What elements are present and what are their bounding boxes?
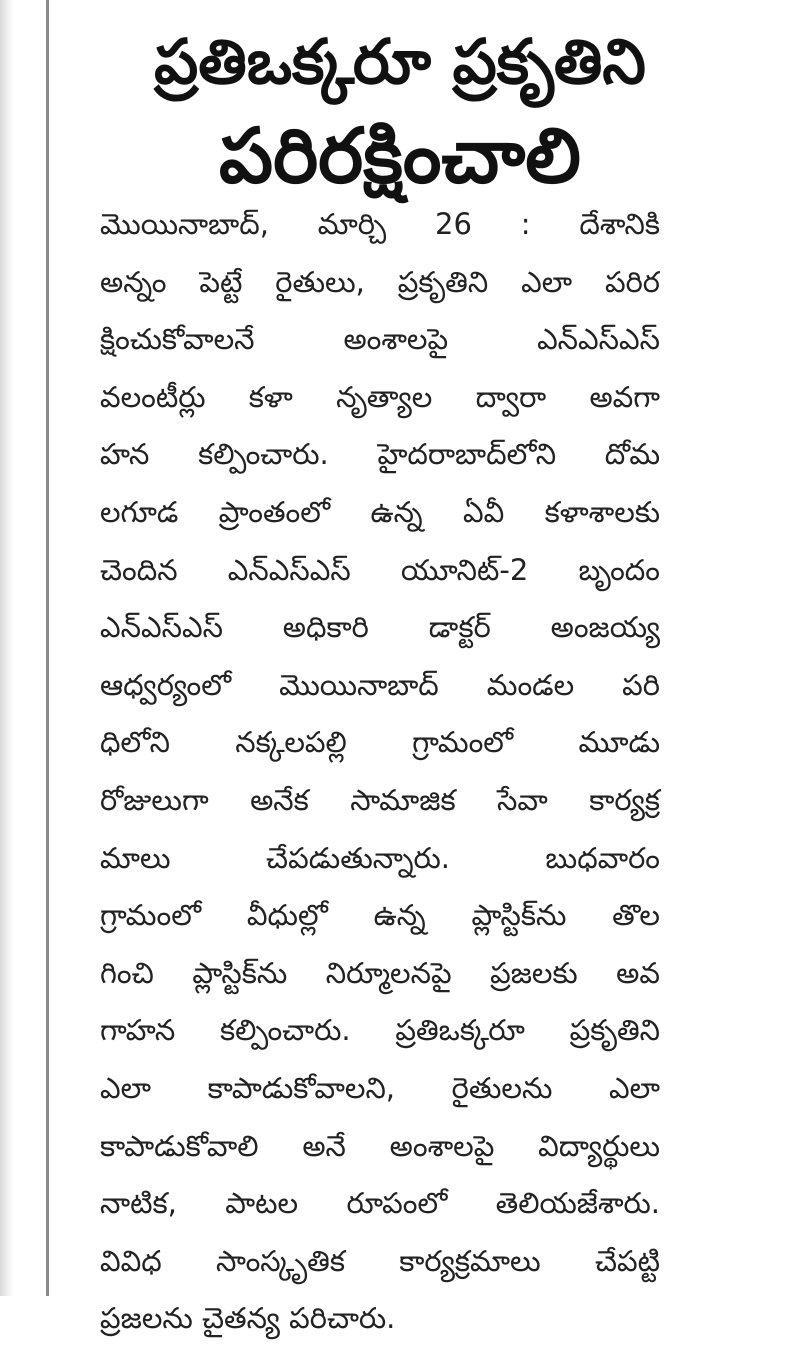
article-line: మాలు చేపడుతున్నారు. బుధవారం — [100, 840, 660, 875]
article-line: ఎన్ఎస్ఎస్ అధికారి డాక్టర్ అంజయ్య — [100, 610, 660, 645]
column-divider — [46, 0, 49, 1296]
article-line: గించి ప్లాస్టిక్‌ను నిర్మూలనపై ప్రజలకు అవ — [100, 955, 660, 990]
article-line: వివిధ సాంస్కృతిక కార్యక్రమాలు చేపట్టి — [100, 1243, 660, 1278]
article-line: గాహన కల్పించారు. ప్రతిఒక్కరూ ప్రకృతిని — [100, 1013, 660, 1048]
article-line: వలంటీర్లు కళా నృత్యాల ద్వారా అవగా — [100, 379, 660, 414]
article-line: నాటిక, పాటల రూపంలో తెలియజేశారు. — [100, 1186, 660, 1221]
article-line: హన కల్పించారు. హైదరాబాద్‌లోని దోమ — [100, 437, 660, 472]
article-line: ఆధ్వర్యంలో మొయినాబాద్ మండల పరి — [100, 667, 660, 702]
article-line: అన్నం పెట్టే రైతులు, ప్రకృతిని ఎలా పరిర — [100, 264, 660, 299]
article-line: చెందిన ఎన్ఎస్ఎస్ యూనిట్-2 బృందం — [100, 552, 660, 587]
article-body — [100, 196, 660, 1348]
article-line: లగూడ ప్రాంతంలో ఉన్న ఏవీ కళాశాలకు — [100, 494, 660, 529]
headline-line-1: ప్రతిఒక్కరూ ప్రకృతిని — [154, 25, 646, 98]
article-line: ఎలా కాపాడుకోవాలని, రైతులను ఎలా — [100, 1070, 660, 1105]
headline-line-2: పరిరక్షించాలి — [219, 111, 581, 200]
article-line: ప్రజలను చైతన్య పరిచారు. — [100, 1301, 396, 1336]
article-line: కాపాడుకోవాలి అనే అంశాలపై విద్యార్థులు — [100, 1128, 660, 1163]
article-line: క్షించుకోవాలనే అంశాలపై ఎన్ఎస్ఎస్ — [100, 322, 660, 357]
article-line: గ్రామంలో వీధుల్లో ఉన్న ప్లాస్టిక్‌ను తొల — [100, 898, 660, 933]
article-line: ధిలోని నక్కలపల్లి గ్రామంలో మూడు — [100, 725, 660, 760]
page-edge-shadow — [0, 0, 14, 1296]
article-line: మొయినాబాద్, మార్చి 26 : దేశానికి — [100, 207, 660, 241]
article-line: రోజులుగా అనేక సామాజిక సేవా కార్యక్ర — [100, 782, 660, 817]
